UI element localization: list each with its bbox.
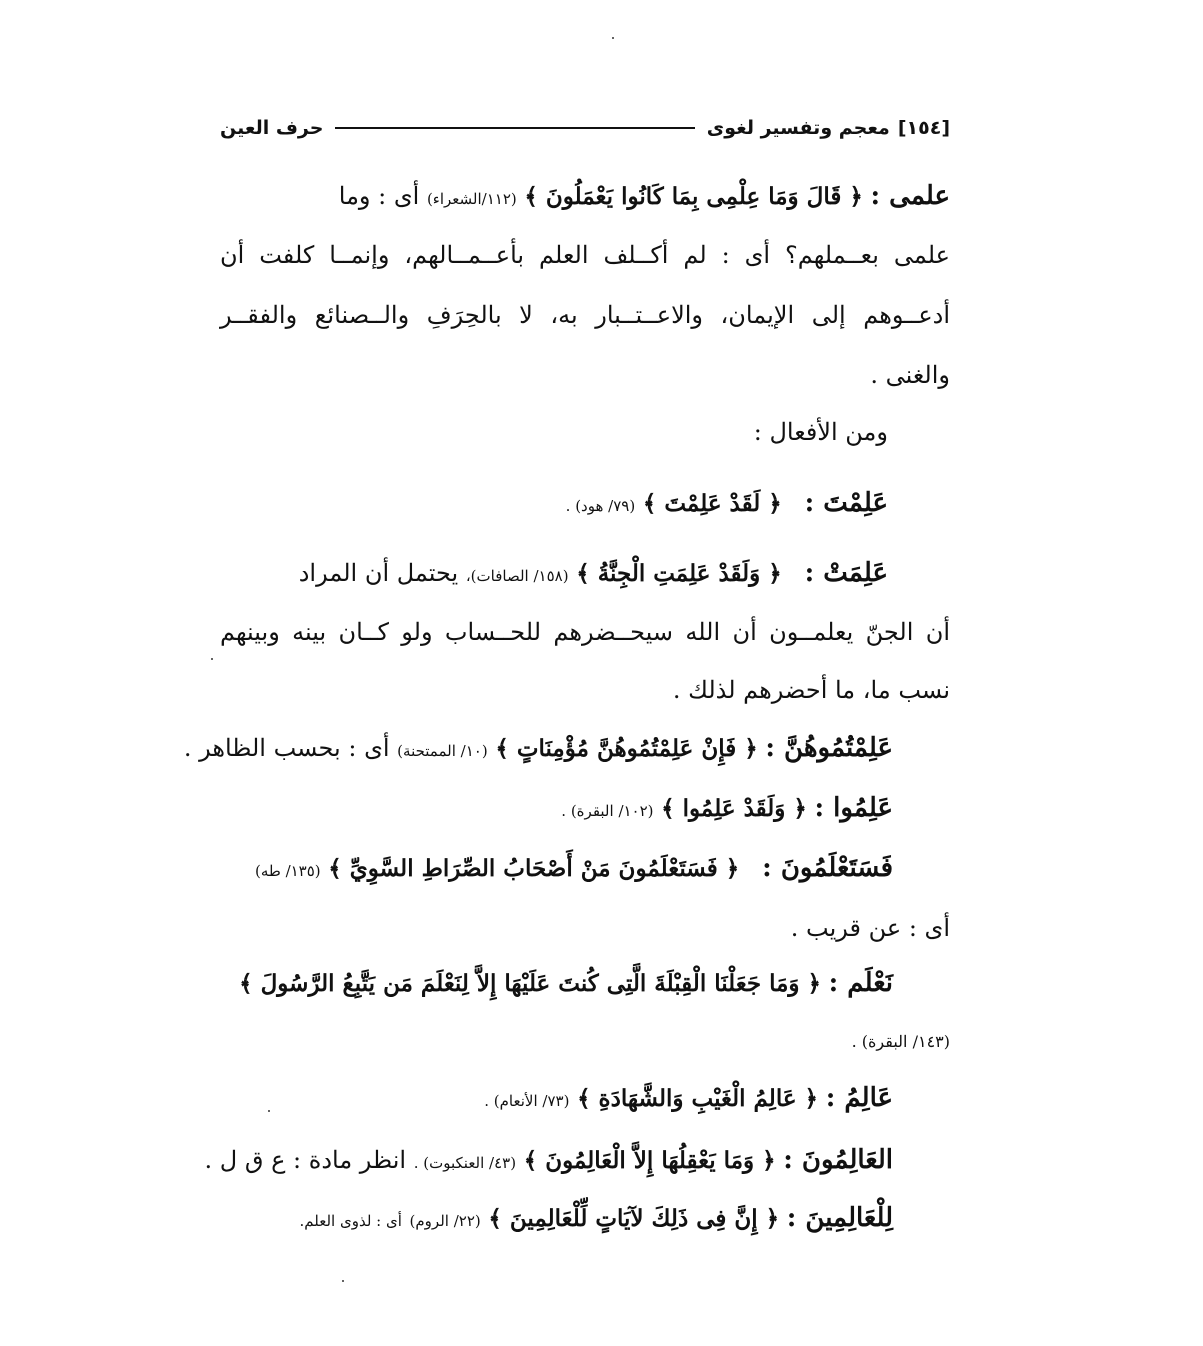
verse-reference: (٢٢/ الروم)	[409, 1212, 481, 1230]
scan-speck	[211, 658, 213, 660]
quran-verse: ﴿ لَقَدْ عَلِمْتَ ﴾	[642, 490, 782, 517]
entry-word: لِلْعَالِمِينَ :	[786, 1203, 893, 1233]
entry-line-18	[230, 1198, 893, 1241]
page-header	[220, 108, 950, 148]
verse-reference: (١٥٨/ الصافات)،	[465, 567, 569, 585]
entry-word: علمى :	[870, 181, 950, 211]
quran-verse: ﴿ قَالَ وَمَا عِلْمِى بِمَا كَانُوا يَعْمَلُونَ ﴾	[524, 183, 863, 210]
book-title: معجم وتفسير لغوى	[706, 117, 890, 139]
quran-verse: ﴿ عَالِمُ الْغَيْبِ وَالشَّهَادَةِ ﴾	[577, 1085, 819, 1112]
entry-word: عَلِمَتْ :	[804, 558, 888, 588]
entry-line-10	[183, 728, 893, 771]
verse-reference: (١٠٢/ البقرة) .	[561, 802, 654, 820]
subheading-verbs: ومن الأفعال :	[753, 418, 888, 446]
verse-reference: (١١٢/الشعراء)	[426, 190, 517, 208]
paragraph-line-2: علمى بعــملهم؟ أى : لم أكــلف العلم بأعــمــالهم، وإنمــا كلفت أن	[220, 241, 950, 269]
entry-line-17	[204, 1140, 893, 1183]
header-rule	[335, 127, 694, 129]
entry-word: فَسَتَعْلَمُونَ :	[762, 853, 893, 883]
entry-text: يحتمل أن المراد	[298, 559, 459, 587]
verse-reference: (١٠/ الممتحنة)	[397, 742, 488, 760]
paragraph-line-8: أن الجنّ يعلمــون أن الله سيحــضرهم للحــساب ولو كــان بينه وبينهم	[220, 618, 950, 646]
entry-word: العَالِمُونَ :	[783, 1145, 893, 1175]
paragraph-line-4: والغنى .	[870, 361, 950, 389]
quran-verse: ﴿ إِنَّ فِى ذَلِكَ لآيَاتٍ لِّلْعَالِمِينَ ﴾	[488, 1205, 780, 1232]
entry-line-1	[220, 176, 950, 219]
verse-reference: (٧٩/ هود) .	[565, 497, 636, 515]
entry-word: عَلِمْتُمُوهُنَّ :	[765, 733, 893, 763]
verse-reference-line: (١٤٣/ البقرة) .	[851, 1032, 950, 1051]
quran-verse: ﴿ فَإِنْ عَلِمْتُمُوهُنَّ مُؤْمِنَاتٍ ﴾	[495, 735, 758, 762]
page-number: [١٥٤]	[897, 117, 950, 139]
entry-line-7	[220, 553, 888, 596]
entry-line-14	[220, 963, 893, 1004]
scan-speck	[612, 37, 614, 39]
entry-text: أى : لذوى العلم.	[299, 1212, 402, 1230]
verse-reference: (١٣٥/ طه)	[254, 862, 321, 880]
entry-line-11	[220, 788, 893, 831]
entry-text: أى : وما	[338, 182, 420, 210]
scan-speck	[268, 1110, 270, 1112]
verse-reference: (٤٣/ العنكبوت) .	[413, 1154, 517, 1172]
quran-verse: ﴿ وَمَا جَعَلْنَا الْقِبْلَةَ الَّتِى كُنتَ عَلَيْهَا إِلاَّ لِنَعْلَمَ مَن يَتَّبِعُ الرَّسُولَ ﴾	[239, 970, 822, 997]
verse-reference: (٧٣/ الأنعام) .	[484, 1092, 570, 1110]
entry-word: عَالِمُ :	[825, 1083, 893, 1113]
entry-word: عَلِمْتَ :	[804, 488, 888, 518]
section-title: حرف العين	[220, 117, 324, 139]
quran-verse: ﴿ وَلَقَدْ عَلِمُوا ﴾	[661, 795, 807, 822]
scan-speck	[342, 1280, 344, 1282]
entry-line-6	[220, 483, 888, 526]
entry-word: عَلِمُوا :	[814, 793, 893, 823]
paragraph-line-3: أدعــوهم إلى الإيمان، والاعــتــبار به، لا بالحِرَفِ والــصنائع والفقــر	[220, 301, 950, 329]
quran-verse: ﴿ فَسَتَعْلَمُونَ مَنْ أَصْحَابُ الصِّرَاطِ السَّوِيِّ ﴾	[328, 855, 740, 882]
quran-verse: ﴿ وَلَقَدْ عَلِمَتِ الْجِنَّةُ ﴾	[576, 560, 782, 587]
entry-line-16	[220, 1078, 893, 1121]
entry-text: انظر مادة : ع ق ل .	[204, 1146, 407, 1174]
entry-text: أى : بحسب الظاهر .	[183, 734, 390, 762]
paragraph-line-9: نسب ما، ما أحضرهم لذلك .	[672, 676, 950, 704]
entry-word: نَعْلَم :	[828, 968, 893, 998]
entry-line-12	[230, 848, 893, 891]
quran-verse: ﴿ وَمَا يَعْقِلُهَا إِلاَّ الْعَالِمُونَ ﴾	[523, 1147, 776, 1174]
paragraph-line-13: أى : عن قريب .	[790, 914, 950, 942]
